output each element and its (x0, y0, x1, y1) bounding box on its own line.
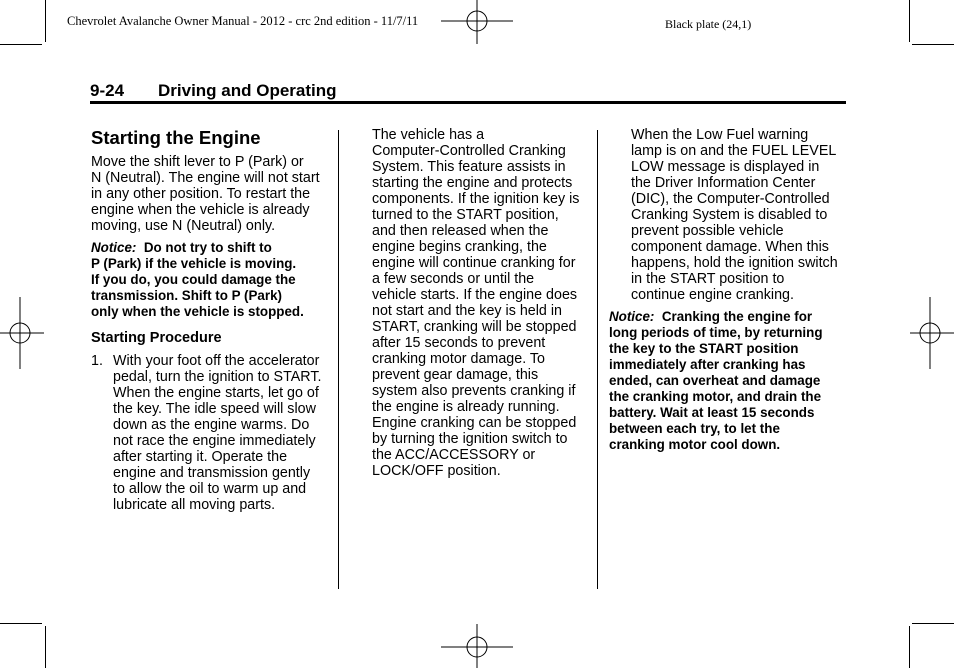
body-line: turned to the START position, (372, 207, 559, 223)
notice-line: cranking motor cool down. (609, 437, 781, 452)
intro-line: in any other position. To restart the (91, 186, 311, 202)
notice-label: Notice: (609, 309, 655, 324)
column-2 (372, 127, 592, 479)
body-line: cranking motor damage. To (372, 351, 545, 367)
notice-block-1 (91, 240, 331, 320)
intro-line: engine when the vehicle is already (91, 202, 310, 218)
registration-mark-left-icon (0, 297, 44, 369)
body-line: starting the engine and protects (372, 175, 573, 191)
step-line: With your foot off the accelerator (113, 353, 320, 369)
column-1 (91, 127, 331, 513)
notice-line: immediately after cranking has (609, 357, 806, 372)
notice-line: between each try, to let the (609, 421, 780, 436)
notice-line: transmission. Shift to P (Park) (91, 288, 282, 303)
body-line: system also prevents cranking if (372, 383, 576, 399)
column-separator-1 (338, 130, 339, 589)
registration-mark-top-icon (441, 0, 513, 44)
body-line: When the Low Fuel warning (631, 127, 809, 143)
body-line: a few seconds or until the (372, 271, 535, 287)
notice-line: ended, can overheat and damage (609, 373, 821, 388)
body-line: component damage. When this (631, 239, 829, 255)
body-line: Cranking System is disabled to (631, 207, 828, 223)
body-line: Computer-Controlled Cranking (372, 143, 566, 159)
step-line: When the engine starts, let go of (113, 385, 319, 401)
body-line: and then released when the (372, 223, 549, 239)
column-separator-2 (597, 130, 598, 589)
body-line: happens, hold the ignition switch (631, 255, 838, 271)
step-line: down as the engine warms. Do (113, 417, 310, 433)
subheading-starting-procedure: Starting Procedure (91, 330, 222, 346)
intro-line: Move the shift lever to P (Park) or (91, 154, 304, 170)
crop-mark-bottom-left-horizontal (0, 623, 42, 624)
step-line: engine and transmission gently (113, 465, 311, 481)
notice-label: Notice: (91, 240, 137, 255)
body-line: the Driver Information Center (631, 175, 816, 191)
body-line: not start and the key is held in (372, 303, 562, 319)
step-line: to allow the oil to warm up and (113, 481, 307, 497)
notice-line: battery. Wait at least 15 seconds (609, 405, 815, 420)
body-line: prevent possible vehicle (631, 223, 784, 239)
section-title: Driving and Operating (158, 81, 337, 100)
notice-block-2 (609, 309, 849, 453)
notice-line: long periods of time, by returning (609, 325, 823, 340)
crop-mark-bottom-right-vertical (909, 626, 910, 668)
body-line: the engine is already running. (372, 399, 560, 415)
crop-mark-top-left-horizontal (0, 44, 42, 45)
body-line: lamp is on and the FUEL LEVEL (631, 143, 837, 159)
crop-mark-bottom-right-horizontal (912, 623, 954, 624)
column-3 (609, 127, 849, 453)
intro-line: moving, use N (Neutral) only. (91, 218, 276, 234)
body-line: components. If the ignition key is (372, 191, 580, 207)
crop-mark-top-left-vertical (45, 0, 46, 42)
body-line: in the START position to (631, 271, 785, 287)
procedure-step-1 (91, 353, 331, 513)
step-line: lubricate all moving parts. (113, 497, 276, 513)
registration-mark-bottom-icon (441, 624, 513, 668)
notice-line: Do not try to shift to (143, 240, 272, 255)
step-number: 1. (91, 353, 103, 369)
body-line: the ACC/ACCESSORY or (372, 447, 536, 463)
body-line: by turning the ignition switch to (372, 431, 568, 447)
step-line: pedal, turn the ignition to START. (113, 369, 322, 385)
body-line: START, cranking will be stopped (372, 319, 577, 335)
crop-mark-bottom-left-vertical (45, 626, 46, 668)
notice-line: If you do, you could damage the (91, 272, 296, 287)
low-fuel-paragraph (609, 127, 849, 303)
body-line: LOW message is displayed in (631, 159, 820, 175)
body-line: after 15 seconds to prevent (372, 335, 546, 351)
body-line: engine begins cranking, the (372, 239, 547, 255)
page-number: 9-24 (90, 81, 125, 100)
page-heading: Starting the Engine (91, 127, 261, 148)
crop-mark-top-right-vertical (909, 0, 910, 42)
notice-line: Cranking the engine for (661, 309, 813, 324)
step-line: the key. The idle speed will slow (113, 401, 316, 417)
section-rule (90, 101, 846, 104)
intro-paragraph (91, 154, 331, 234)
document-header-left: Chevrolet Avalanche Owner Manual - 2012 - crc 2nd edition - 11/7/11 (67, 14, 419, 28)
body-line: The vehicle has a (372, 127, 485, 143)
step-line: not race the engine immediately (113, 433, 316, 449)
notice-line: the key to the START position (609, 341, 799, 356)
step-line: after starting it. Operate the (113, 449, 288, 465)
body-line: engine will continue cranking for (372, 255, 576, 271)
document-header-right: Black plate (24,1) (665, 17, 752, 31)
intro-line: N (Neutral). The engine will not start (91, 170, 320, 186)
crop-mark-top-right-horizontal (912, 44, 954, 45)
body-line: Engine cranking can be stopped (372, 415, 577, 431)
notice-line: P (Park) if the vehicle is moving. (91, 256, 297, 271)
body-line: prevent gear damage, this (372, 367, 539, 383)
notice-line: only when the vehicle is stopped. (91, 304, 304, 319)
notice-line: the cranking motor, and drain the (609, 389, 822, 404)
body-line: System. This feature assists in (372, 159, 566, 175)
registration-mark-right-icon (910, 297, 954, 369)
body-line: continue engine cranking. (631, 287, 794, 303)
body-line: vehicle starts. If the engine does (372, 287, 578, 303)
body-line: LOCK/OFF position. (372, 463, 501, 479)
body-line: (DIC), the Computer-Controlled (631, 191, 830, 207)
